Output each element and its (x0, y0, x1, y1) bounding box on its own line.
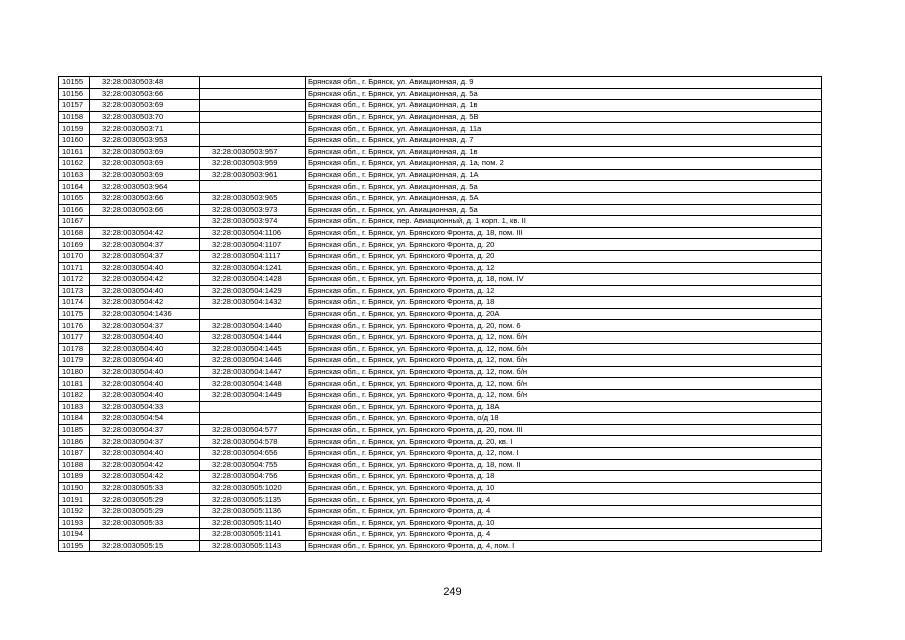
address-cell: Брянская обл., г. Брянск, ул. Брянского Фронта, д. 12, пом. б/н (306, 390, 822, 402)
row-number-cell: 10170 (59, 250, 90, 262)
table-row (59, 355, 822, 367)
related-cadastral-number-cell (200, 181, 306, 193)
address-cell: Брянская обл., г. Брянск, ул. Авиационная, д. 1а, пом. 2 (306, 158, 822, 170)
row-number-cell: 10169 (59, 239, 90, 251)
row-number-cell: 10172 (59, 274, 90, 286)
table-row (59, 227, 822, 239)
row-number-cell: 10159 (59, 123, 90, 135)
row-number-cell: 10173 (59, 285, 90, 297)
address-cell: Брянская обл., г. Брянск, ул. Брянского Фронта, д. 12 (306, 262, 822, 274)
address-cell: Брянская обл., г. Брянск, ул. Авиационная, д. 5а (306, 181, 822, 193)
address-cell: Брянская обл., г. Брянск, ул. Брянского Фронта, д. 4 (306, 529, 822, 541)
address-cell: Брянская обл., г. Брянск, пер. Авиационный, д. 1 корп. 1, кв. II (306, 216, 822, 228)
related-cadastral-number-cell: 32:28:0030504:1432 (200, 297, 306, 309)
related-cadastral-number-cell (200, 308, 306, 320)
cadastral-number-cell: 32:28:0030504:40 (90, 332, 200, 344)
table-row (59, 216, 822, 228)
cadastral-number-cell: 32:28:0030504:37 (90, 239, 200, 251)
table-row (59, 77, 822, 89)
address-cell: Брянская обл., г. Брянск, ул. Брянского Фронта, д. 18А (306, 401, 822, 413)
table-row (59, 332, 822, 344)
row-number-cell: 10165 (59, 192, 90, 204)
table-row (59, 123, 822, 135)
row-number-cell: 10161 (59, 146, 90, 158)
related-cadastral-number-cell: 32:28:0030503:959 (200, 158, 306, 170)
cadastral-number-cell: 32:28:0030504:40 (90, 366, 200, 378)
row-number-cell: 10190 (59, 482, 90, 494)
table-row (59, 413, 822, 425)
table-row (59, 471, 822, 483)
related-cadastral-number-cell: 32:28:0030505:1136 (200, 505, 306, 517)
table-row (59, 424, 822, 436)
table-row (59, 482, 822, 494)
related-cadastral-number-cell: 32:28:0030504:756 (200, 471, 306, 483)
table-row (59, 308, 822, 320)
address-cell: Брянская обл., г. Брянск, ул. Авиационная, д. 7 (306, 134, 822, 146)
related-cadastral-number-cell: 32:28:0030504:755 (200, 459, 306, 471)
table-row (59, 436, 822, 448)
cadastral-number-cell: 32:28:0030503:69 (90, 100, 200, 112)
registry-table (58, 76, 822, 552)
table-row (59, 111, 822, 123)
related-cadastral-number-cell: 32:28:0030504:1107 (200, 239, 306, 251)
related-cadastral-number-cell: 32:28:0030504:578 (200, 436, 306, 448)
cadastral-number-cell: 32:28:0030505:29 (90, 494, 200, 506)
related-cadastral-number-cell (200, 88, 306, 100)
table-row (59, 529, 822, 541)
table-row (59, 274, 822, 286)
row-number-cell: 10171 (59, 262, 90, 274)
row-number-cell: 10160 (59, 134, 90, 146)
address-cell: Брянская обл., г. Брянск, ул. Брянского Фронта, д. 20А (306, 308, 822, 320)
related-cadastral-number-cell: 32:28:0030504:1444 (200, 332, 306, 344)
related-cadastral-number-cell: 32:28:0030504:1428 (200, 274, 306, 286)
address-cell: Брянская обл., г. Брянск, ул. Брянского Фронта, д. 12, пом. б/н (306, 332, 822, 344)
row-number-cell: 10184 (59, 413, 90, 425)
related-cadastral-number-cell: 32:28:0030503:965 (200, 192, 306, 204)
related-cadastral-number-cell: 32:28:0030504:656 (200, 448, 306, 460)
address-cell: Брянская обл., г. Брянск, ул. Брянского Фронта, д. 12, пом. б/н (306, 378, 822, 390)
cadastral-number-cell: 32:28:0030503:66 (90, 88, 200, 100)
address-cell: Брянская обл., г. Брянск, ул. Авиационная, д. 5А (306, 192, 822, 204)
cadastral-number-cell: 32:28:0030503:71 (90, 123, 200, 135)
address-cell: Брянская обл., г. Брянск, ул. Брянского Фронта, д. 20, кв. I (306, 436, 822, 448)
cadastral-number-cell: 32:28:0030503:964 (90, 181, 200, 193)
row-number-cell: 10185 (59, 424, 90, 436)
row-number-cell: 10187 (59, 448, 90, 460)
cadastral-number-cell: 32:28:0030504:40 (90, 378, 200, 390)
address-cell: Брянская обл., г. Брянск, ул. Брянского Фронта, д. 20, пом. 6 (306, 320, 822, 332)
related-cadastral-number-cell: 32:28:0030504:577 (200, 424, 306, 436)
related-cadastral-number-cell: 32:28:0030503:957 (200, 146, 306, 158)
row-number-cell: 10157 (59, 100, 90, 112)
row-number-cell: 10177 (59, 332, 90, 344)
cadastral-number-cell: 32:28:0030504:40 (90, 448, 200, 460)
address-cell: Брянская обл., г. Брянск, ул. Авиационная, д. 11а (306, 123, 822, 135)
table-row (59, 297, 822, 309)
related-cadastral-number-cell (200, 413, 306, 425)
table-row (59, 134, 822, 146)
cadastral-number-cell: 32:28:0030504:1436 (90, 308, 200, 320)
row-number-cell: 10162 (59, 158, 90, 170)
cadastral-number-cell: 32:28:0030503:69 (90, 158, 200, 170)
row-number-cell: 10179 (59, 355, 90, 367)
related-cadastral-number-cell (200, 134, 306, 146)
cadastral-number-cell: 32:28:0030504:42 (90, 227, 200, 239)
address-cell: Брянская обл., г. Брянск, ул. Брянского Фронта, д. 4 (306, 494, 822, 506)
cadastral-number-cell: 32:28:0030504:42 (90, 297, 200, 309)
related-cadastral-number-cell: 32:28:0030503:974 (200, 216, 306, 228)
address-cell: Брянская обл., г. Брянск, ул. Брянского Фронта, д. 10 (306, 482, 822, 494)
cadastral-number-cell: 32:28:0030504:37 (90, 436, 200, 448)
table-row (59, 169, 822, 181)
address-cell: Брянская обл., г. Брянск, ул. Авиационная, д. 5а (306, 88, 822, 100)
table-row (59, 250, 822, 262)
row-number-cell: 10167 (59, 216, 90, 228)
table-row (59, 285, 822, 297)
address-cell: Брянская обл., г. Брянск, ул. Брянского Фронта, д. 20, пом. III (306, 424, 822, 436)
related-cadastral-number-cell (200, 401, 306, 413)
row-number-cell: 10181 (59, 378, 90, 390)
related-cadastral-number-cell: 32:28:0030504:1448 (200, 378, 306, 390)
related-cadastral-number-cell: 32:28:0030504:1241 (200, 262, 306, 274)
row-number-cell: 10176 (59, 320, 90, 332)
row-number-cell: 10178 (59, 343, 90, 355)
related-cadastral-number-cell: 32:28:0030504:1106 (200, 227, 306, 239)
table-row (59, 378, 822, 390)
address-cell: Брянская обл., г. Брянск, ул. Брянского Фронта, д. 10 (306, 517, 822, 529)
address-cell: Брянская обл., г. Брянск, ул. Брянского Фронта, д. 12, пом. б/н (306, 355, 822, 367)
related-cadastral-number-cell: 32:28:0030505:1140 (200, 517, 306, 529)
cadastral-number-cell: 32:28:0030505:33 (90, 482, 200, 494)
cadastral-number-cell: 32:28:0030504:40 (90, 285, 200, 297)
related-cadastral-number-cell: 32:28:0030504:1447 (200, 366, 306, 378)
cadastral-number-cell: 32:28:0030505:15 (90, 540, 200, 552)
table-row (59, 366, 822, 378)
address-cell: Брянская обл., г. Брянск, ул. Брянского Фронта, д. 20 (306, 239, 822, 251)
cadastral-number-cell: 32:28:0030504:37 (90, 320, 200, 332)
row-number-cell: 10164 (59, 181, 90, 193)
table-row (59, 505, 822, 517)
address-cell: Брянская обл., г. Брянск, ул. Брянского Фронта, д. 12 (306, 285, 822, 297)
address-cell: Брянская обл., г. Брянск, ул. Авиационная, д. 1в (306, 100, 822, 112)
address-cell: Брянская обл., г. Брянск, ул. Брянского Фронта, д. 20 (306, 250, 822, 262)
address-cell: Брянская обл., г. Брянск, ул. Авиационная, д. 9 (306, 77, 822, 89)
cadastral-number-cell (90, 529, 200, 541)
address-cell: Брянская обл., г. Брянск, ул. Брянского Фронта, д. 18 (306, 471, 822, 483)
address-cell: Брянская обл., г. Брянск, ул. Брянского Фронта, д. 12, пом. б/н (306, 343, 822, 355)
row-number-cell: 10194 (59, 529, 90, 541)
table-row (59, 158, 822, 170)
address-cell: Брянская обл., г. Брянск, ул. Брянского Фронта, д. 18, пом. II (306, 459, 822, 471)
related-cadastral-number-cell: 32:28:0030504:1117 (200, 250, 306, 262)
table-row (59, 401, 822, 413)
related-cadastral-number-cell: 32:28:0030504:1445 (200, 343, 306, 355)
cadastral-number-cell: 32:28:0030504:37 (90, 424, 200, 436)
cadastral-number-cell: 32:28:0030503:48 (90, 77, 200, 89)
cadastral-number-cell: 32:28:0030505:33 (90, 517, 200, 529)
related-cadastral-number-cell: 32:28:0030505:1143 (200, 540, 306, 552)
cadastral-number-cell: 32:28:0030503:66 (90, 204, 200, 216)
address-cell: Брянская обл., г. Брянск, ул. Авиационная, д. 1в (306, 146, 822, 158)
table-row (59, 343, 822, 355)
related-cadastral-number-cell (200, 123, 306, 135)
cadastral-number-cell: 32:28:0030504:37 (90, 250, 200, 262)
related-cadastral-number-cell: 32:28:0030504:1449 (200, 390, 306, 402)
address-cell: Брянская обл., г. Брянск, ул. Брянского Фронта, д. 4 (306, 505, 822, 517)
row-number-cell: 10175 (59, 308, 90, 320)
row-number-cell: 10168 (59, 227, 90, 239)
table-row (59, 494, 822, 506)
related-cadastral-number-cell (200, 100, 306, 112)
cadastral-number-cell: 32:28:0030503:66 (90, 192, 200, 204)
cadastral-number-cell: 32:28:0030504:42 (90, 471, 200, 483)
cadastral-number-cell: 32:28:0030504:40 (90, 355, 200, 367)
page-number: 249 (443, 586, 462, 598)
row-number-cell: 10163 (59, 169, 90, 181)
cadastral-number-cell (90, 216, 200, 228)
table-row (59, 517, 822, 529)
table-row (59, 100, 822, 112)
row-number-cell: 10166 (59, 204, 90, 216)
address-cell: Брянская обл., г. Брянск, ул. Авиационная, д. 5а (306, 204, 822, 216)
related-cadastral-number-cell: 32:28:0030503:961 (200, 169, 306, 181)
table-row (59, 192, 822, 204)
row-number-cell: 10192 (59, 505, 90, 517)
table-row (59, 459, 822, 471)
cadastral-number-cell: 32:28:0030504:40 (90, 390, 200, 402)
table-row (59, 390, 822, 402)
related-cadastral-number-cell: 32:28:0030504:1429 (200, 285, 306, 297)
cadastral-number-cell: 32:28:0030503:69 (90, 169, 200, 181)
related-cadastral-number-cell: 32:28:0030505:1135 (200, 494, 306, 506)
row-number-cell: 10195 (59, 540, 90, 552)
cadastral-number-cell: 32:28:0030505:29 (90, 505, 200, 517)
table-row (59, 448, 822, 460)
row-number-cell: 10158 (59, 111, 90, 123)
row-number-cell: 10180 (59, 366, 90, 378)
address-cell: Брянская обл., г. Брянск, ул. Брянского Фронта, д. 18, пом. IV (306, 274, 822, 286)
table-row (59, 88, 822, 100)
row-number-cell: 10183 (59, 401, 90, 413)
table-row (59, 540, 822, 552)
cadastral-number-cell: 32:28:0030503:953 (90, 134, 200, 146)
registry-table-body (59, 77, 822, 552)
row-number-cell: 10182 (59, 390, 90, 402)
related-cadastral-number-cell: 32:28:0030503:973 (200, 204, 306, 216)
address-cell: Брянская обл., г. Брянск, ул. Авиационная, д. 1А (306, 169, 822, 181)
row-number-cell: 10186 (59, 436, 90, 448)
related-cadastral-number-cell: 32:28:0030505:1020 (200, 482, 306, 494)
address-cell: Брянская обл., г. Брянск, ул. Брянского Фронта, д. 12, пом. I (306, 448, 822, 460)
cadastral-number-cell: 32:28:0030504:42 (90, 274, 200, 286)
address-cell: Брянская обл., г. Брянск, ул. Авиационная, д. 5В (306, 111, 822, 123)
related-cadastral-number-cell: 32:28:0030504:1446 (200, 355, 306, 367)
row-number-cell: 10191 (59, 494, 90, 506)
cadastral-number-cell: 32:28:0030504:40 (90, 343, 200, 355)
address-cell: Брянская обл., г. Брянск, ул. Брянского Фронта, д. 18, пом. III (306, 227, 822, 239)
cadastral-number-cell: 32:28:0030503:70 (90, 111, 200, 123)
row-number-cell: 10174 (59, 297, 90, 309)
table-row (59, 262, 822, 274)
cadastral-number-cell: 32:28:0030504:42 (90, 459, 200, 471)
row-number-cell: 10155 (59, 77, 90, 89)
address-cell: Брянская обл., г. Брянск, ул. Брянского Фронта, д. 18 (306, 297, 822, 309)
row-number-cell: 10156 (59, 88, 90, 100)
table-row (59, 181, 822, 193)
cadastral-number-cell: 32:28:0030503:69 (90, 146, 200, 158)
cadastral-number-cell: 32:28:0030504:33 (90, 401, 200, 413)
cadastral-number-cell: 32:28:0030504:40 (90, 262, 200, 274)
table-row (59, 146, 822, 158)
row-number-cell: 10188 (59, 459, 90, 471)
table-row (59, 239, 822, 251)
related-cadastral-number-cell (200, 77, 306, 89)
address-cell: Брянская обл., г. Брянск, ул. Брянского Фронта, о/д 18 (306, 413, 822, 425)
address-cell: Брянская обл., г. Брянск, ул. Брянского Фронта, д. 4, пом. I (306, 540, 822, 552)
row-number-cell: 10189 (59, 471, 90, 483)
related-cadastral-number-cell: 32:28:0030504:1440 (200, 320, 306, 332)
table-row (59, 204, 822, 216)
related-cadastral-number-cell (200, 111, 306, 123)
cadastral-number-cell: 32:28:0030504:54 (90, 413, 200, 425)
address-cell: Брянская обл., г. Брянск, ул. Брянского Фронта, д. 12, пом. б/н (306, 366, 822, 378)
row-number-cell: 10193 (59, 517, 90, 529)
related-cadastral-number-cell: 32:28:0030505:1141 (200, 529, 306, 541)
table-row (59, 320, 822, 332)
